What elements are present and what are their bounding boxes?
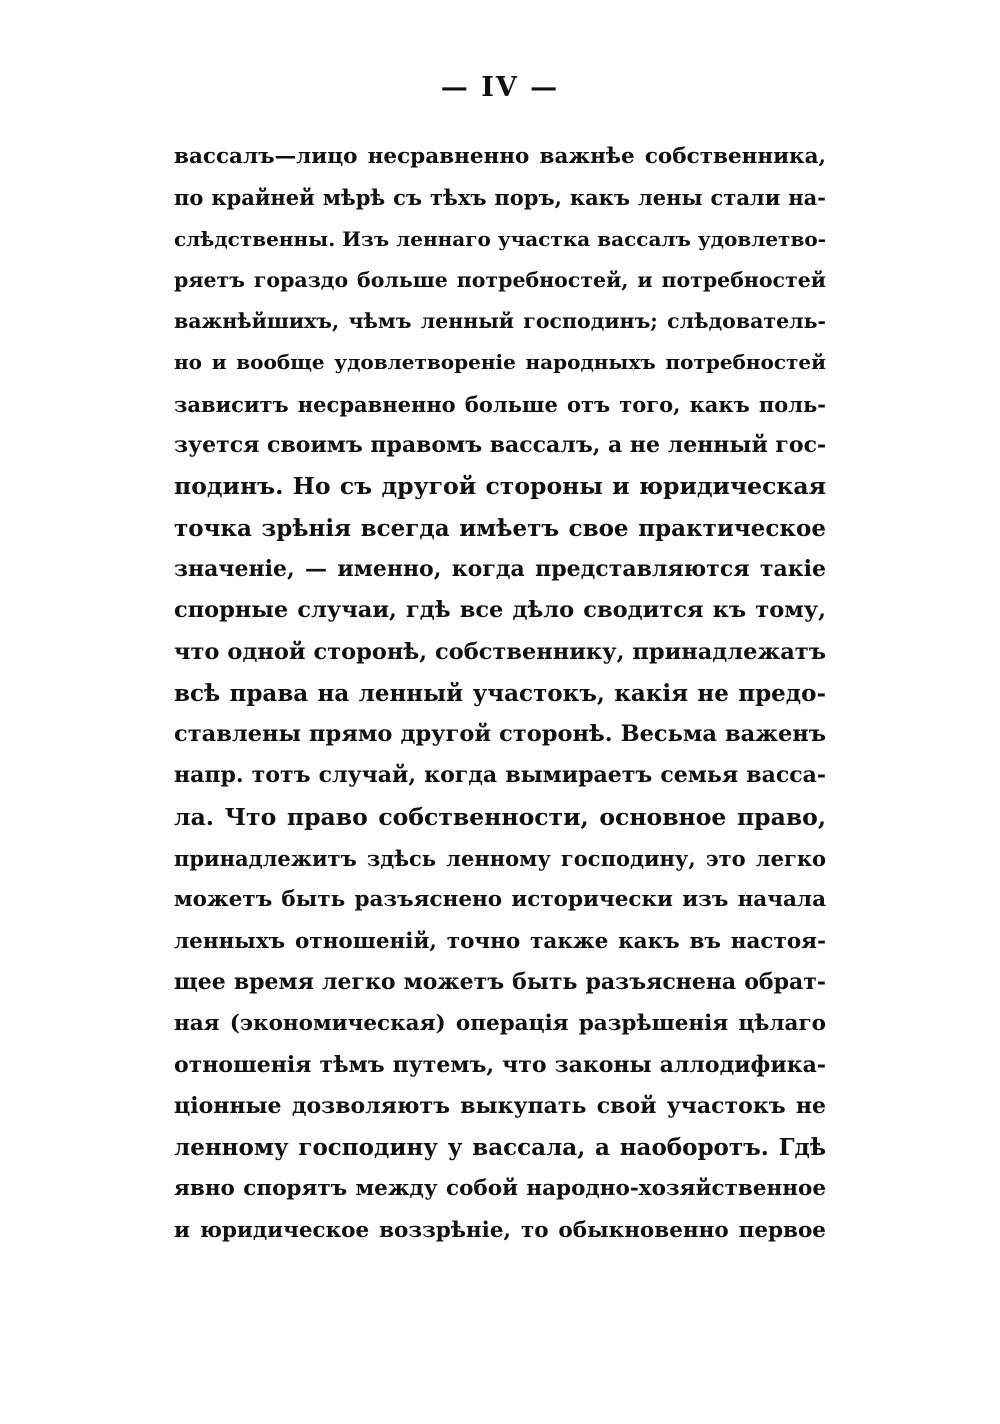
text-line: важнѣйшихъ, чѣмъ ленный господинъ; слѣдователь- (174, 309, 826, 334)
text-line: вассалъ—лицо несравненно важнѣе собственника, (174, 144, 826, 169)
text-line: точка зрѣнія всегда имѣетъ свое практическое (174, 514, 826, 542)
text-line: ная (экономическая) операція разрѣшенія цѣлаго (174, 1011, 826, 1037)
text-line: всѣ права на ленный участокъ, какія не предо- (174, 679, 826, 707)
body-text (174, 136, 826, 1251)
text-line: ленному господину у вассала, а наоборотъ. Гдѣ (174, 1134, 826, 1162)
page-number: — IV — (440, 72, 560, 103)
text-line: щее время легко можетъ быть разъяснена обрат- (174, 968, 826, 995)
text-line: ряетъ гораздо больше потребностей, и потребностей (174, 267, 826, 292)
text-line: и юридическое воззрѣніе, то обыкновенно первое (174, 1217, 826, 1243)
text-line: подинъ. Но съ другой стороны и юридическая (174, 472, 826, 501)
text-line: напр. тотъ случай, когда вымираетъ семья васса- (174, 762, 826, 789)
text-line: ціонные дозволяютъ выкупать свой участокъ не (174, 1092, 826, 1119)
text-line: ставлены прямо другой сторонѣ. Весьма важенъ (174, 721, 826, 748)
text-line: принадлежитъ здѣсь ленному господину, это легко (174, 846, 826, 872)
text-line: можетъ быть разъяснено исторически изъ начала (174, 887, 826, 913)
text-line: спорные случаи, гдѣ все дѣло сводится къ тому, (174, 597, 826, 624)
text-line: ленныхъ отношеній, точно также какъ въ настоя- (174, 928, 826, 954)
text-line: явно спорятъ между собой народно-хозяйственное (174, 1176, 826, 1202)
text-line: зависитъ несравненно больше отъ того, какъ поль- (174, 391, 826, 417)
text-line: отношенія тѣмъ путемъ, что законы аллодифика- (174, 1051, 826, 1078)
text-line: ла. Что право собственности, основное право, (174, 802, 826, 831)
text-line: что одной сторонѣ, собственнику, принадлежатъ (174, 638, 826, 665)
text-line: значеніе, — именно, когда представляются такіе (174, 555, 826, 582)
text-line: зуется своимъ правомъ вассалъ, а не ленный гос- (174, 432, 826, 459)
text-line: но и вообще удовлетвореніе народныхъ потребностей (174, 350, 826, 375)
text-line: по крайней мѣрѣ съ тѣхъ поръ, какъ лены стали на- (174, 185, 826, 211)
text-line: слѣдственны. Изъ леннаго участка вассалъ удовлетво- (174, 226, 826, 251)
